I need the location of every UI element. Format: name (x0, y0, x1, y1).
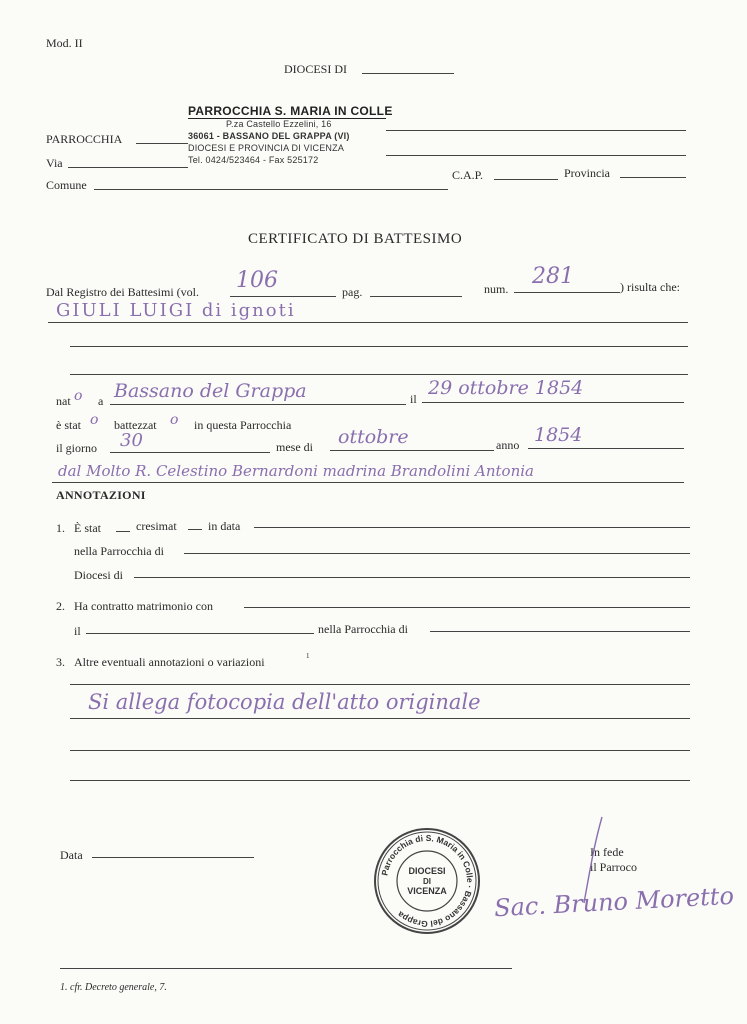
baptism-prefix-suffix: o (90, 412, 99, 428)
ann3-line-3 (70, 750, 690, 751)
ann3-text: Altre eventuali annotazioni o variazioni (74, 655, 265, 669)
baptism-year: 1854 (534, 424, 583, 446)
day-line (110, 452, 270, 453)
baptism-month: ottobre (338, 426, 409, 448)
month-line (330, 450, 494, 451)
cap-label: C.A.P. (452, 168, 484, 182)
birth-date-line (422, 402, 684, 403)
date-label: Data (60, 848, 83, 862)
baptism-suffix: in questa Parrocchia (194, 418, 292, 432)
parish-seal (372, 826, 482, 936)
diocese-label: DIOCESI DI (284, 62, 347, 76)
year-line (528, 448, 684, 449)
seal-center-2: DI (423, 877, 431, 886)
ann2-parish-line (430, 631, 690, 632)
pag-line (370, 296, 462, 297)
registry-prefix: Dal Registro dei Battesimi (vol. (46, 285, 199, 299)
il-label: il (410, 392, 417, 406)
parish-line-b (386, 130, 686, 131)
ann3-note: Si allega fotocopia dell'atto originale (88, 690, 481, 714)
diocese-line (362, 73, 454, 74)
provincia-label: Provincia (564, 166, 610, 180)
baptism-day: 30 (120, 430, 143, 451)
ann1-cresimat-line (188, 529, 202, 530)
registry-num: 281 (532, 264, 574, 289)
ann1-in-data: in data (208, 519, 241, 533)
stamp-city: 36061 - BASSANO DEL GRAPPA (VI) (188, 131, 350, 141)
seal-center-3: VICENZA (407, 886, 447, 896)
place-line (110, 404, 406, 405)
ann1-parish: nella Parrocchia di (74, 544, 164, 558)
date-line (92, 857, 254, 858)
registry-vol: 106 (236, 268, 278, 293)
stamp-street: P.za Castello Ezzelini, 16 (226, 119, 332, 129)
seal-ring-text: Parrocchia di S. Maria in Colle · Bassano del Grappa (379, 832, 476, 930)
signature-flourish (580, 815, 610, 905)
annotations-title: ANNOTAZIONI (56, 488, 146, 502)
birth-place: Bassano del Grappa (114, 380, 307, 402)
model-label: Mod. II (46, 36, 83, 50)
stamp-phone: Tel. 0424/523464 - Fax 525172 (188, 155, 319, 165)
birth-date: 29 ottobre 1854 (428, 377, 584, 399)
name-line-2 (70, 346, 688, 347)
ann2-il: il (74, 624, 81, 638)
via-line-a (68, 167, 188, 168)
ann3-line-4 (70, 780, 690, 781)
month-label: mese di (276, 440, 313, 454)
nat-suffix: o (74, 388, 83, 404)
registry-suffix: ) risulta che: (620, 280, 680, 294)
ann1-diocese-line (134, 577, 690, 578)
ann1-diocese: Diocesi di (74, 568, 123, 582)
ann2-parish: nella Parrocchia di (318, 622, 408, 636)
provincia-line (620, 177, 686, 178)
name-line-3 (70, 374, 688, 375)
footnote-line (60, 968, 512, 969)
nat-label: nat (56, 394, 71, 408)
a-label: a (98, 394, 104, 408)
num-label: num. (484, 282, 509, 296)
ann3-line-2 (70, 718, 690, 719)
ann3-footnote-ref: 1 (306, 652, 310, 660)
ann2-number: 2. (56, 599, 65, 613)
pag-label: pag. (342, 285, 363, 299)
footnote: 1. cfr. Decreto generale, 7. (60, 982, 167, 993)
name-line-1 (48, 322, 688, 323)
via-line-b (386, 155, 686, 156)
vol-line (230, 296, 336, 297)
certificate-title: CERTIFICATO DI BATTESIMO (248, 231, 463, 247)
comune-label: Comune (46, 178, 87, 192)
day-label: il giorno (56, 441, 97, 455)
comune-line (94, 189, 448, 190)
ann1-date-line (254, 527, 690, 528)
ann1-parish-line (184, 553, 690, 554)
ann2-spouse-line (244, 607, 690, 608)
parish-label: PARROCCHIA (46, 132, 123, 146)
num-line (514, 292, 620, 293)
via-label: Via (46, 156, 63, 170)
in-fede: In fede (590, 845, 624, 859)
ann1-cresimat: cresimat (136, 519, 177, 533)
ann3-line-1 (70, 684, 690, 685)
baptized-name: GIULI LUIGI di ignoti (56, 300, 296, 321)
parish-line-a (136, 143, 188, 144)
ann1-number: 1. (56, 521, 65, 535)
baptism-prefix: è stat (56, 418, 81, 432)
ann2-date-line (86, 633, 314, 634)
ann1-stat: È stat (74, 521, 101, 535)
parroco-signature: Sac. Bruno Moretto (493, 881, 735, 923)
battezzat-label: battezzat (114, 418, 157, 432)
ann2-text: Ha contratto matrimonio con (74, 599, 213, 613)
parroco-label: il Parroco (590, 860, 637, 874)
year-label: anno (496, 438, 520, 452)
cap-line (494, 179, 558, 180)
battezzat-suffix: o (170, 412, 179, 428)
stamp-parish-name: PARROCCHIA S. MARIA IN COLLE (188, 104, 393, 118)
officiant-line (52, 482, 684, 483)
baptism-officiant: dal Molto R. Celestino Bernardoni madrina Brandolini Antonia (58, 462, 534, 480)
ann3-number: 3. (56, 655, 65, 669)
seal-center-1: DIOCESI (408, 866, 446, 876)
ann1-stat-line (116, 531, 130, 532)
stamp-diocese: DIOCESI E PROVINCIA DI VICENZA (188, 143, 345, 153)
